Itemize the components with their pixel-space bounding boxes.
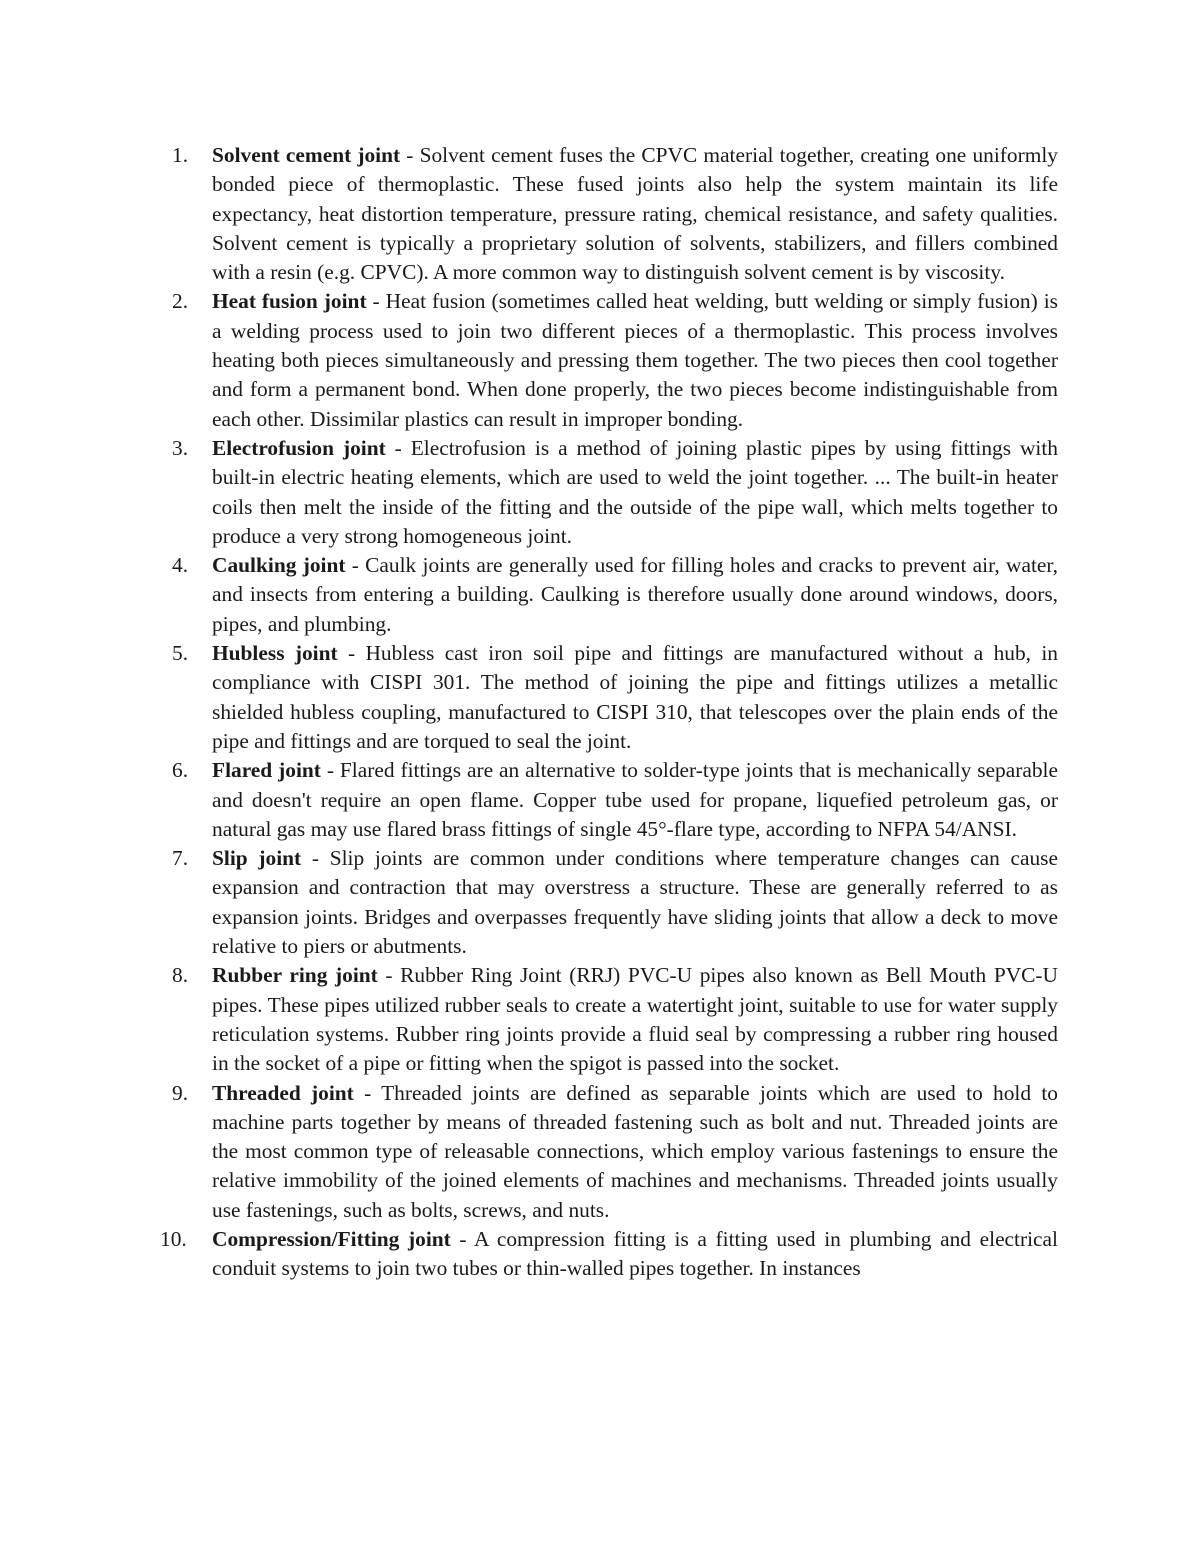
list-item (172, 141, 1058, 287)
item-number: 6. (172, 758, 189, 783)
item-term: Compression/Fitting joint (212, 1226, 451, 1251)
item-description: - Hubless cast iron soil pipe and fittings are manufactured without a hub, in compliance with CISPI 301. The method of joining the pipe and fittings utilizes a metallic shielded hubless coupling, manufactured to CISPI 310, that telescopes over the plain ends of the pipe and fittings and are torqued to seal the joint. (212, 641, 1058, 753)
item-description: - Solvent cement fuses the CPVC material together, creating one uniformly bonded piece of thermoplastic. These fused joints also help the system maintain its life expectancy, heat distortion temperature, pressure rating, chemical resistance, and safety qualities. Solvent cement is typically a proprietary solution of solvents, stabilizers, and fillers combined with a resin (e.g. CPVC). A more common way to distinguish solvent cement is by viscosity. (212, 143, 1058, 285)
item-description: - A compression fitting is a fitting used in plumbing and electrical conduit systems to join two tubes or thin-walled pipes together. In instances (212, 1226, 1058, 1281)
item-description: - Flared fittings are an alternative to solder-type joints that is mechanically separable and doesn't require an open flame. Copper tube used for propane, liquefied petroleum gas, or natural gas may use flared brass fittings of single 45°-flare type, according to NFPA 54/ANSI. (212, 758, 1058, 841)
item-description: - Electrofusion is a method of joining plastic pipes by using fittings with built-in electric heating elements, which are used to weld the joint together. ... The built-in heater coils then melt the inside of the fitting and the outside of the pipe wall, which melts together to produce a very strong homogeneous joint. (212, 435, 1058, 548)
item-number: 7. (172, 846, 189, 871)
item-number: 3. (172, 435, 189, 460)
item-number: 10. (160, 1226, 187, 1251)
item-number: 1. (172, 143, 189, 167)
item-description: - Threaded joints are defined as separable joints which are used to hold to machine parts together by means of threaded fastening such as bolt and nut. Threaded joints are the most common type of releasable connections, which employ various fastenings to ensure the relative immobility of the joined elements of machines and mechanisms. Threaded joints usually use fastenings, such as bolts, screws, and nuts. (212, 1080, 1058, 1222)
item-number: 8. (172, 963, 189, 988)
item-number: 4. (172, 553, 189, 578)
item-term: Rubber ring joint (212, 963, 378, 988)
list-item (172, 1079, 1058, 1225)
item-term: Flared joint (212, 758, 321, 783)
item-description: - Caulk joints are generally used for filling holes and cracks to prevent air, water, and insects from entering a building. Caulking is therefore usually done around windows, doors, pipes, and plumbing. (212, 553, 1059, 636)
list-item (172, 756, 1058, 844)
item-number: 5. (172, 641, 189, 666)
item-term: Electrofusion joint (212, 435, 386, 460)
item-number: 2. (172, 289, 189, 314)
list-item (172, 287, 1058, 433)
list-item (172, 961, 1058, 1078)
item-description: - Rubber Ring Joint (RRJ) PVC-U pipes also known as Bell Mouth PVC-U pipes. These pipes utilized rubber seals to create a watertight joint, suitable to use for water supply reticulation systems. Rubber ring joints provide a fluid seal by compressing a rubber ring housed in the socket of a pipe or fitting when the spigot is passed into the socket. (212, 963, 1058, 1076)
item-term: Slip joint (212, 846, 302, 871)
item-term: Solvent cement joint (212, 143, 401, 167)
item-term: Threaded joint (212, 1080, 354, 1105)
item-number: 9. (172, 1080, 189, 1105)
item-term: Hubless joint (212, 641, 338, 666)
item-description: - Heat fusion (sometimes called heat welding, butt welding or simply fusion) is a welding process used to join two different pieces of a thermoplastic. This process involves heating both pieces simultaneously and pressing them together. The two pieces then cool together and form a permanent bond. When done properly, the two pieces become indistinguishable from each other. Dissimilar plastics can result in improper bonding. (212, 289, 1058, 431)
list-item (172, 551, 1059, 639)
item-description: - Slip joints are common under conditions where temperature changes can cause expansion and contraction that may overstress a structure. These are generally referred to as expansion joints. Bridges and overpasses frequently have sliding joints that allow a deck to move relative to piers or abutments. (212, 846, 1058, 959)
list-item (160, 1225, 1058, 1284)
item-term: Caulking joint (212, 553, 346, 578)
list-item (172, 639, 1058, 756)
joint-types-list (160, 141, 1059, 1284)
list-item (172, 844, 1058, 961)
item-term: Heat fusion joint (212, 289, 367, 314)
list-item (172, 434, 1058, 551)
